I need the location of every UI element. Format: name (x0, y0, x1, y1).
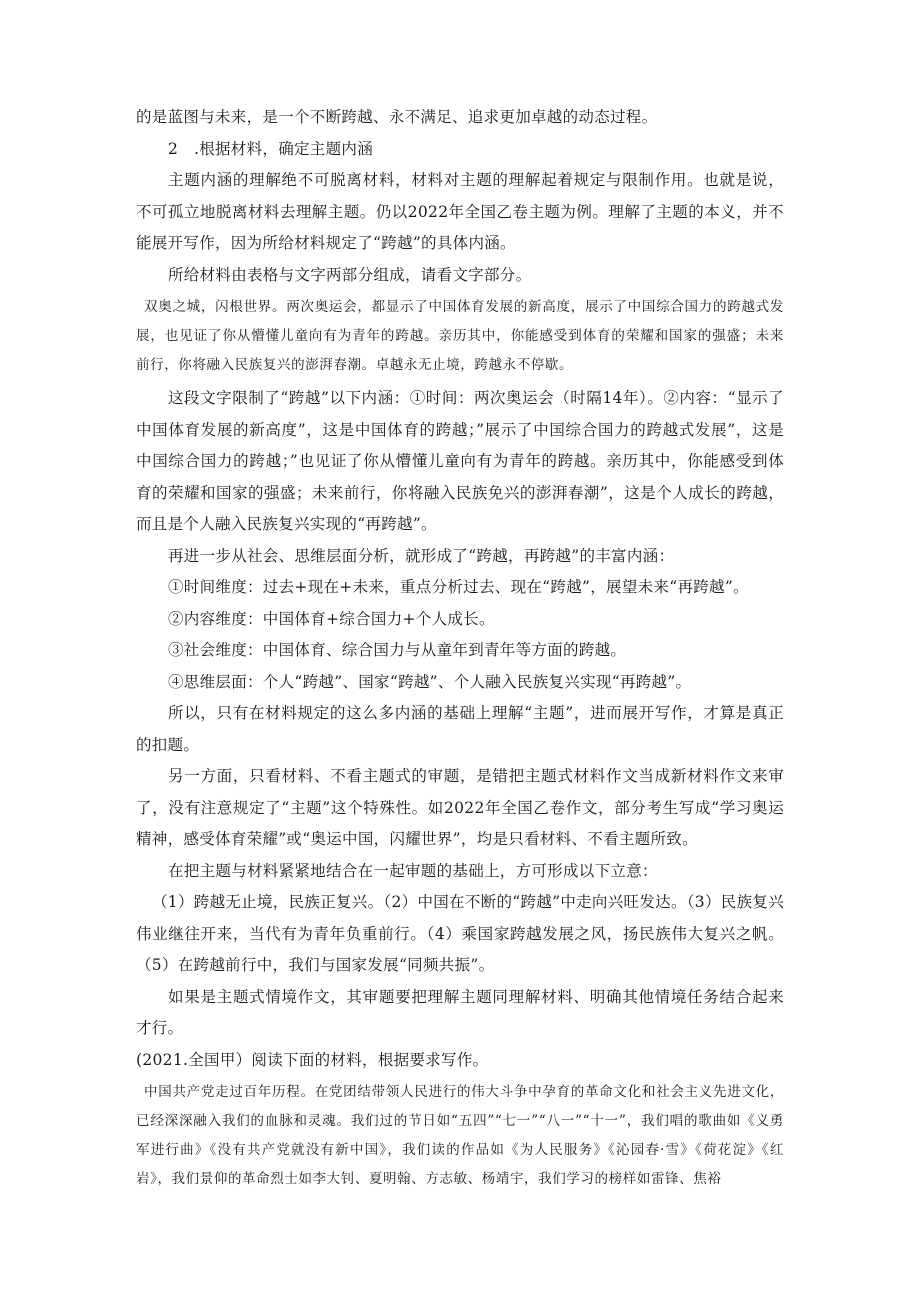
list-item-thinking: ④思维层面：个人“跨越”、国家“跨越”、个人融入民族复兴实现“再跨越”。 (168, 672, 692, 691)
paragraph-continuation: 的是蓝图与未来，是一个不断跨越、永不满足、追求更加卓越的动态过程。 (136, 108, 658, 126)
paragraph: 这段文字限制了“跨越”以下内涵：①时间：两次奥运会（时隔14年）。②内容：“显示了中国体育发展的新高度”，这是中国体育的跨越；”展示了中国综合国力的跨越式发展”，这是中国综合国力的跨越；”也见证了你从懵懂儿童向有为青年的跨越。亲历其中，你能感受到体育的荣耀和国家的强盛；未来前行，你将融入民族免兴的澎湃春潮”，这是个人成长的跨越，而且是个人融入民族复兴实现的“再跨越”。 (136, 389, 784, 533)
paragraph: 主题内涵的理解绝不可脱离材料，材料对主题的理解起着规定与限制作用。也就是说，不可孤立地脱离材料去理解主题。仍以2022年全国乙卷主题为例。理解了主题的本义，并不能展开写作，因为所给材料规定了“跨越”的具体内涵。 (136, 171, 784, 252)
section-heading: 2 .根据材料，确定主题内涵 (168, 139, 373, 158)
document-page (136, 102, 784, 1197)
list-item-content: ②内容维度：中国体育+综合国力+个人成长。 (168, 609, 495, 628)
list-item-society: ③社会维度：中国体育、综合国力与从童年到青年等方面的跨越。 (168, 641, 627, 659)
paragraph: 如果是主题式情境作文，其审题要把理解主题同理解材料、明确其他情境任务结合起来才行。 (136, 987, 784, 1037)
quoted-material: 中国共产党走过百年历程。在党团结带领人民进行的伟大斗争中孕育的革命文化和社会主义先进文化，已经深深融入我们的血脉和灵魂。我们过的节日如“五四”“七一”“八一”“十一”，我们唱的歌曲如《义勇军进行曲》《没有共产党就没有新中国》，我们读的作品如《为人民服务》《沁园春·雪》《荷花淀》《红岩》，我们景仰的革命烈士如李大钊、夏明翰、方志敏、杨靖宇，我们学习的榜样如雷锋、焦裕 (136, 1084, 784, 1187)
paragraph: 另一方面，只看材料、不看主题式的审题，是错把主题式材料作文当成新材料作文来审了，没有注意规定了“主题”这个特殊性。如2022年全国乙卷作文，部分考生写成“学习奥运精神，感受体育荣耀”或“奥运中国，闪耀世界”，均是只看材料、不看主题所致。 (136, 767, 784, 848)
quoted-material: 双奥之城，闪根世界。两次奥运会，都显示了中国体育发展的新高度，展示了中国综合国力的跨越式发展，也见证了你从懵懂儿童向有为青年的跨越。亲历其中，你能感受到体育的荣耀和国家的强盛；未来前行，你将融入民族复兴的澎湃春潮。卓越永无止境，跨越永不停歇。 (136, 299, 784, 373)
theme-ideas: （1）跨越无止境，民族正复兴。（2）中国在不断的“跨越”中走向兴旺发达。（3）民族复兴伟业继往开来，当代有为青年负重前行。（4）乘国家跨越发展之风，扬民族伟大复兴之帆。（5）在跨越前行中，我们与国家发展“同频共振”。 (136, 893, 784, 974)
paragraph: 在把主题与材料紧紧地结合在一起审题的基础上，方可形成以下立意： (168, 861, 658, 880)
paragraph: 再进一步从社会、思维层面分析，就形成了“跨越，再跨越”的丰富内涵： (168, 546, 675, 565)
paragraph: 所以，只有在材料规定的这么多内涵的基础上理解“主题”，进而展开写作，才算是真正的扣题。 (136, 704, 784, 754)
exam-prompt: (2021.全国甲）阅读下面的材料，根据要求写作。 (136, 1050, 489, 1069)
paragraph: 所给材料由表格与文字两部分组成，请看文字部分。 (168, 265, 532, 284)
list-item-time: ①时间维度：过去+现在+未来，重点分析过去、现在“跨越”，展望未来“再跨越”。 (168, 578, 749, 596)
